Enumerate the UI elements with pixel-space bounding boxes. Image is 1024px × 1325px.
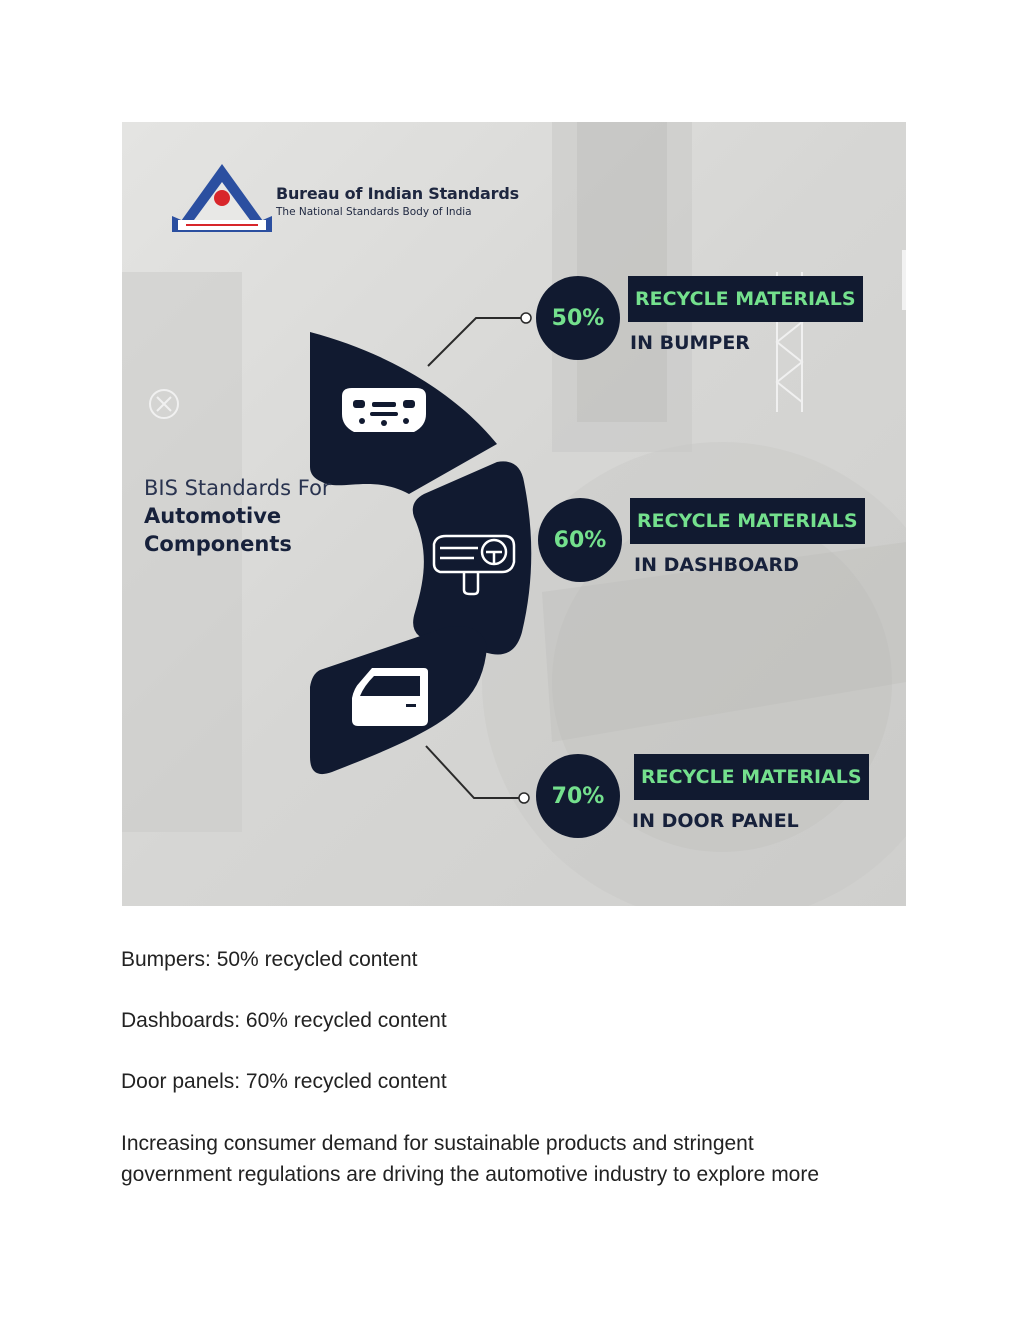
paragraph-line-1: Increasing consumer demand for sustainable products and stringent [121, 1132, 754, 1155]
connector-dot [519, 793, 529, 803]
component-label-bumper: IN BUMPER [630, 332, 750, 354]
body-paragraph [121, 1128, 819, 1190]
org-name: Bureau of Indian Standards [276, 184, 519, 203]
paragraph-line-2: government regulations are driving the automotive industry to explore more [121, 1163, 820, 1186]
component-label-door: IN DOOR PANEL [632, 810, 799, 832]
percent-badge-dashboard: 60% [538, 498, 622, 582]
heading-line-1: BIS Standards For [144, 476, 331, 500]
label-box-bumper: RECYCLE MATERIALS [628, 276, 863, 322]
heading-line-2: Automotive [144, 504, 282, 528]
label-box-dashboard: RECYCLE MATERIALS [630, 498, 865, 544]
percent-badge-door: 70% [536, 754, 620, 838]
org-tagline: The National Standards Body of India [276, 206, 472, 218]
body-line-door-panels: Door panels: 70% recycled content [121, 1070, 447, 1093]
body-line-bumpers: Bumpers: 50% recycled content [121, 948, 418, 971]
infographic-heading [144, 476, 331, 556]
infographic [122, 122, 906, 906]
bumper-icon [342, 388, 426, 432]
body-line-dashboards: Dashboards: 60% recycled content [121, 1009, 447, 1032]
logo-text [276, 184, 519, 218]
connector-dot [521, 313, 531, 323]
heading-line-3: Components [144, 532, 292, 556]
component-label-dashboard: IN DASHBOARD [634, 554, 799, 576]
percent-badge-bumper: 50% [536, 276, 620, 360]
label-box-door: RECYCLE MATERIALS [634, 754, 869, 800]
